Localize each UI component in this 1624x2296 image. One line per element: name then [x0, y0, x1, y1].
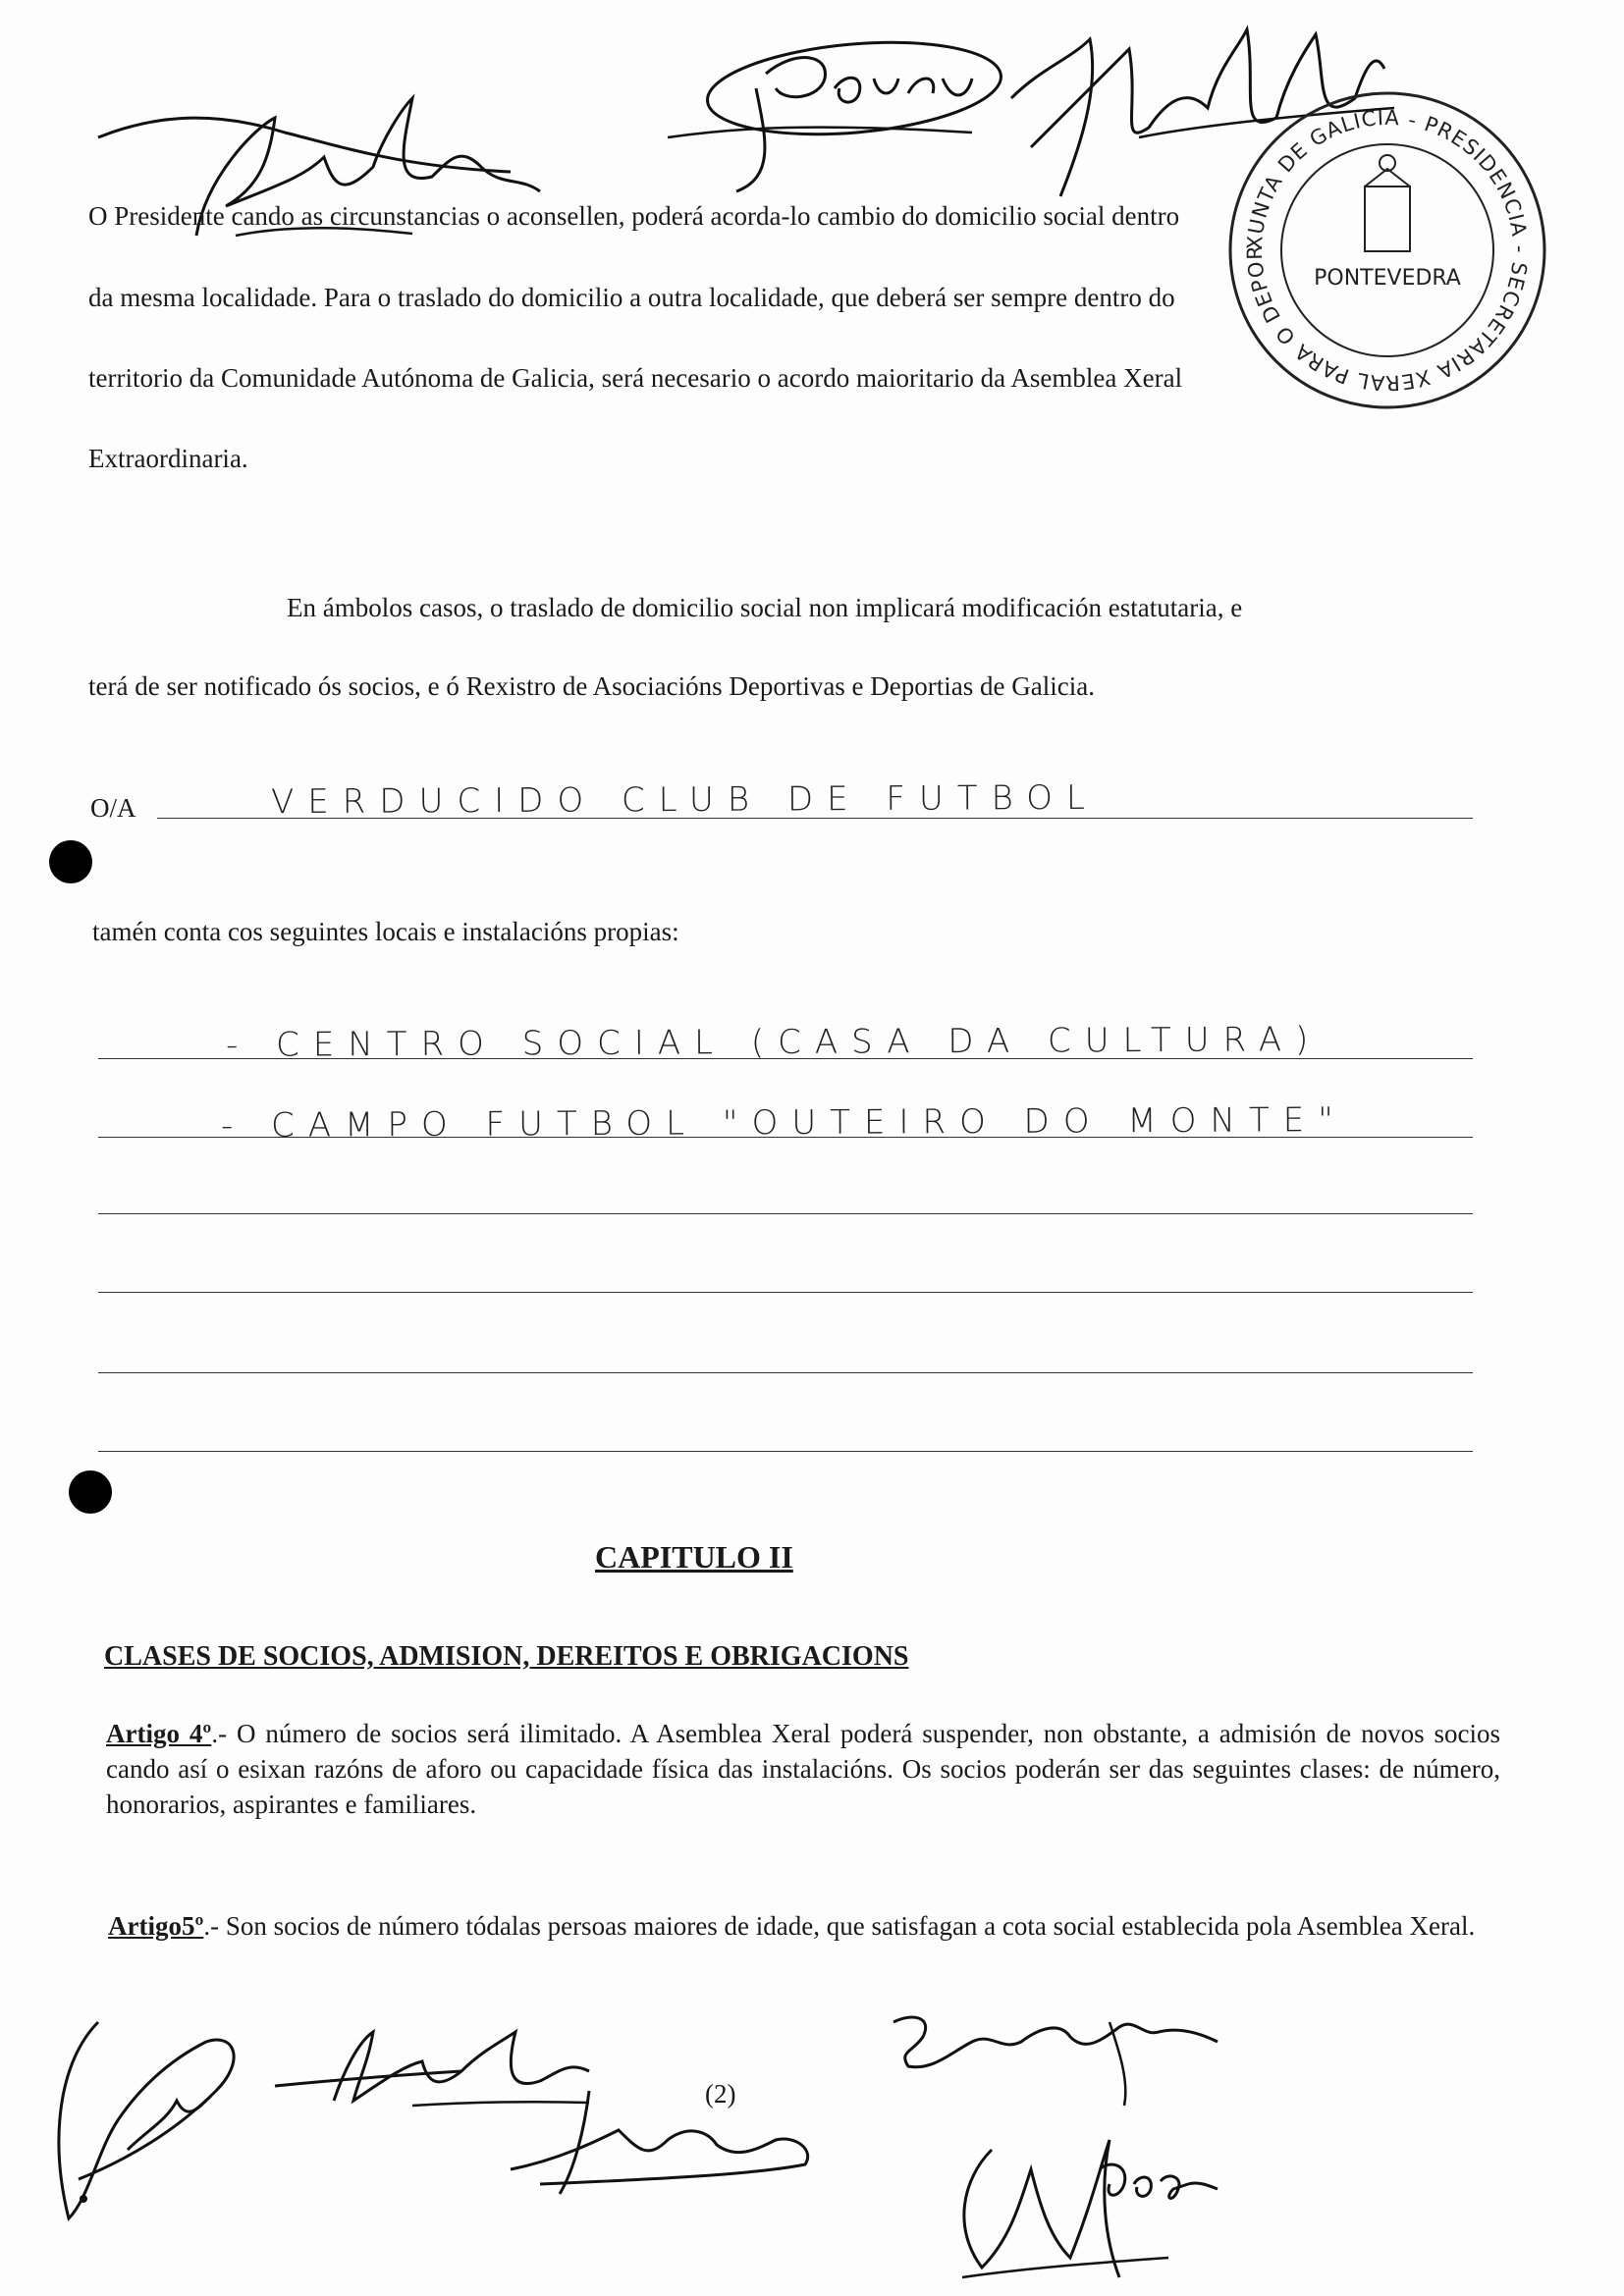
punch-hole-bottom [69, 1470, 112, 1514]
paragraph-2-line-2: terá de ser notificado ós socios, e ó Rexistro de Asociacións Deportivas e Deportias de Galicia. [88, 671, 1095, 701]
seal-center-text: PONTEVEDRA [1314, 266, 1461, 291]
signature-bottom-1 [39, 2002, 255, 2243]
paragraph-1-line-3: territorio da Comunidade Autónoma de Galicia, será necesario o acordo maioritario da Asemblea Xeral [88, 363, 1183, 393]
svg-text:XUNTA DE GALICIA - PRESIDENCIA [1225, 88, 1532, 395]
page-number: (2) [705, 2079, 736, 2109]
facility-line [98, 1372, 1473, 1373]
chapter-title: CAPITULO II [595, 1539, 793, 1575]
facility-item: - CAMPO FUTBOL "OUTEIRO DO MONTE" [220, 1099, 1347, 1147]
official-seal [1225, 88, 1549, 412]
facility-line [98, 1058, 1473, 1059]
article-text: .- O número de socios será ilimitado. A Asemblea Xeral poderá suspender, non obstante, a admisión de novos socios cando así o esixan razóns de aforo ou capacidade física das instalacións. Os socios poderán ser das seguintes clases: de número, honorarios, aspirantes e familiares. [106, 1719, 1500, 1819]
club-name-line [157, 818, 1473, 819]
signature-top-2 [658, 20, 992, 201]
club-name-handwritten: VERDUCIDO CLUB DE FUTBOL [270, 777, 1100, 823]
punch-hole-top [49, 840, 92, 883]
signature-top-1 [88, 79, 520, 221]
club-label: O/A [90, 793, 136, 823]
signature-bottom-5 [933, 2091, 1227, 2292]
article-text: .- Son socios de número tódalas persoas maiores de idade, que satisfagan a cota social establecida pola Asemblea Xeral. [203, 1911, 1476, 1941]
article-label: Artigo5º [108, 1911, 204, 1941]
facilities-intro: tamén conta cos seguintes locais e instalacións propias: [92, 917, 679, 946]
paragraph-1-line-4: Extraordinaria. [88, 444, 248, 473]
paragraph-1-line-1: O Presidente cando as circunstancias o aconsellen, poderá acorda-lo cambio do domicilio social dentro [88, 201, 1180, 231]
facility-line [98, 1137, 1473, 1138]
seal-ring-text: XUNTA DE GALICIA - PRESIDENCIA - SECRETARIA XERAL PARA O DEPOR [1242, 105, 1533, 396]
article-label: Artigo 4º [106, 1719, 212, 1748]
article-4 [106, 1716, 1500, 1822]
facility-line [98, 1213, 1473, 1214]
facility-item: - CENTRO SOCIAL (CASA DA CULTURA) [225, 1020, 1323, 1065]
paragraph-2-line-1: En ámbolos casos, o traslado de domicilio social non implicará modificación estatutaria, e [287, 593, 1243, 622]
signature-bottom-3 [501, 2081, 825, 2204]
facility-line [98, 1292, 1473, 1293]
article-5 [108, 1908, 1502, 1944]
chapter-subtitle: CLASES DE SOCIOS, ADMISION, DEREITOS E OBRIGACIONS [104, 1641, 909, 1672]
paragraph-1-line-2: da mesma localidade. Para o traslado do domicilio a outra localidade, que deberá ser sempre dentro do [88, 283, 1175, 312]
facility-line [98, 1451, 1473, 1452]
